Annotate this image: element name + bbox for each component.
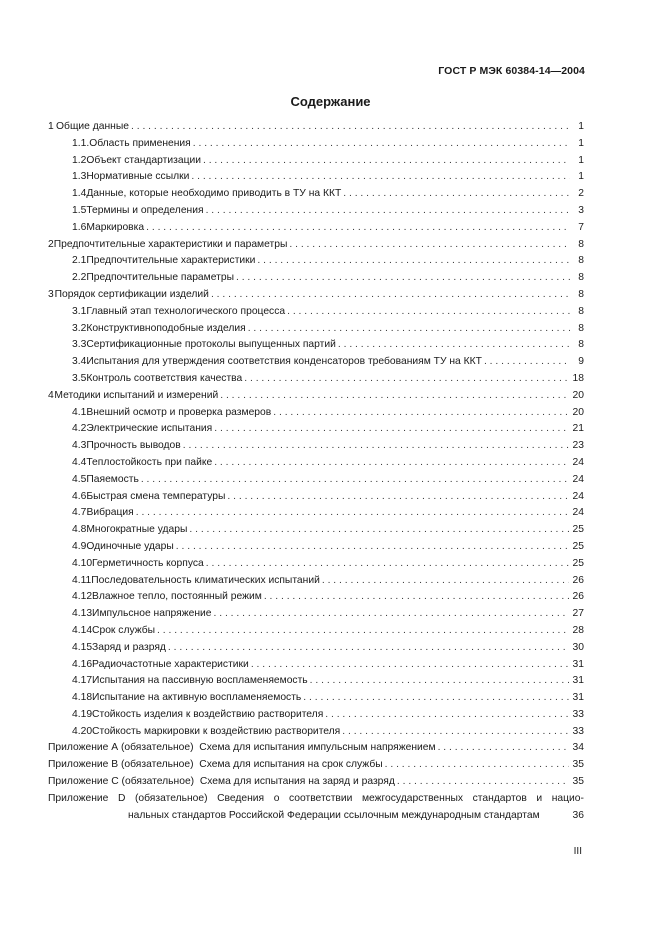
toc-entry-number: 4.12 bbox=[72, 591, 93, 603]
toc-entry-number: 2 bbox=[48, 238, 54, 250]
toc-leader-dots bbox=[385, 759, 569, 770]
toc-leader-dots bbox=[289, 239, 570, 250]
toc-appendix-d-word: нацио- bbox=[551, 792, 584, 804]
toc-leader-dots bbox=[136, 507, 569, 518]
toc-entry-number: 1.2 bbox=[72, 154, 87, 166]
toc-entry[interactable] bbox=[48, 356, 584, 373]
toc-entry[interactable] bbox=[48, 709, 584, 726]
toc-page-number: 1 bbox=[578, 137, 584, 149]
toc-entry-number: 2.2 bbox=[72, 272, 87, 284]
toc-leader-dots bbox=[157, 625, 569, 636]
toc-page-number: 1 bbox=[578, 171, 584, 183]
toc-page-number: 18 bbox=[572, 372, 584, 384]
toc-page-number: 33 bbox=[572, 725, 584, 737]
toc-page-number: 27 bbox=[572, 608, 584, 620]
toc-entry-title: Испытание на активную воспламеняемость bbox=[92, 692, 302, 704]
toc-entry-number: 4.17 bbox=[72, 675, 93, 687]
standard-designation: ГОСТ Р МЭК 60384-14—2004 bbox=[438, 65, 585, 77]
toc-entry-title: Испытания для утверждения соответствия конденсаторов требованиям ТУ на ККТ bbox=[86, 356, 482, 368]
toc-entry-number: 4.14 bbox=[72, 624, 93, 636]
toc-page-number: 3 bbox=[578, 204, 584, 216]
toc-appendix-d-word: Приложение bbox=[48, 792, 109, 804]
toc-entry[interactable] bbox=[48, 339, 584, 356]
toc-page-number: 7 bbox=[578, 221, 584, 233]
toc-entry-number: 3.1 bbox=[72, 305, 87, 317]
toc-entry-title: Герметичность корпуса bbox=[92, 557, 204, 569]
toc-page-number: 35 bbox=[572, 759, 584, 771]
toc-leader-dots bbox=[220, 390, 568, 401]
toc-entry-title: Срок службы bbox=[92, 624, 156, 636]
toc-leader-dots bbox=[236, 272, 570, 283]
toc-page-number: 2 bbox=[578, 188, 584, 200]
toc-page-number: 25 bbox=[572, 540, 584, 552]
toc-leader-dots bbox=[206, 558, 569, 569]
toc-entry-number: 4.2 bbox=[72, 423, 87, 435]
toc-page-number: 8 bbox=[578, 339, 584, 351]
toc-appendix-title: Приложение А (обязательное) Схема для испытания импульсным напряжением bbox=[48, 742, 436, 754]
toc-page-number: 8 bbox=[578, 305, 584, 317]
toc-entry-title: Нормативные ссылки bbox=[86, 171, 190, 183]
toc-entry-number: 1 bbox=[48, 121, 54, 132]
toc-page-number: 34 bbox=[572, 742, 584, 754]
toc-entry-title: Конструктивноподобные изделия bbox=[86, 322, 246, 334]
toc-entry[interactable] bbox=[48, 138, 584, 155]
toc-entry-number: 4.7 bbox=[72, 507, 87, 519]
toc-page-number: 9 bbox=[578, 356, 584, 368]
toc-entry-title: Импульсное напряжение bbox=[92, 608, 212, 620]
toc-entry-number: 4 bbox=[48, 389, 54, 401]
toc-entry-title: Влажное тепло, постоянный режим bbox=[92, 591, 262, 603]
toc-entry[interactable] bbox=[48, 474, 584, 491]
toc-entry-number: 1.1. bbox=[72, 137, 90, 149]
toc-entry-title: Предпочтительные характеристики и параметры bbox=[53, 238, 288, 250]
toc-leader-dots bbox=[193, 138, 570, 149]
toc-entry-title: Общие данные bbox=[56, 121, 129, 132]
toc-entry[interactable] bbox=[48, 692, 584, 709]
toc-page-number: 24 bbox=[572, 507, 584, 519]
toc-leader-dots bbox=[214, 457, 568, 468]
toc-leader-dots bbox=[438, 742, 569, 753]
toc-appendix[interactable] bbox=[48, 776, 584, 793]
toc-entry-title: Электрические испытания bbox=[86, 423, 213, 435]
toc-entry-number: 4.11 bbox=[72, 574, 92, 586]
toc-page-number: 26 bbox=[572, 574, 584, 586]
toc-entry[interactable] bbox=[48, 423, 584, 440]
toc-leader-dots bbox=[303, 692, 568, 703]
toc-entry-title: Маркировка bbox=[86, 221, 145, 233]
toc-entry-title: Предпочтительные параметры bbox=[86, 272, 234, 284]
toc-page-number: 8 bbox=[578, 238, 584, 250]
toc-entry-number: 4.20 bbox=[72, 725, 93, 737]
toc-entry[interactable] bbox=[48, 491, 584, 508]
toc-page-number: 8 bbox=[578, 288, 584, 300]
toc-entry-number: 3.4 bbox=[72, 356, 87, 368]
toc-entry-number: 1.4 bbox=[72, 188, 87, 200]
toc-leader-dots bbox=[176, 541, 569, 552]
toc-leader-dots bbox=[168, 642, 569, 653]
toc-appendix-d-word: соответствии bbox=[289, 792, 353, 804]
toc-leader-dots bbox=[191, 171, 570, 182]
toc-entry[interactable] bbox=[48, 222, 584, 239]
toc-entry-title: Вибрация bbox=[86, 507, 134, 519]
toc-entry-number: 4.3 bbox=[72, 440, 87, 452]
toc-entry[interactable] bbox=[48, 659, 584, 676]
toc-page-number: 25 bbox=[572, 557, 584, 569]
page-folio: III bbox=[573, 846, 582, 857]
toc-entry[interactable] bbox=[48, 524, 584, 541]
toc-entry-title: Данные, которые необходимо приводить в ТУ на ККТ bbox=[86, 188, 342, 200]
toc-entry[interactable] bbox=[48, 642, 584, 659]
toc-leader-dots bbox=[264, 591, 569, 602]
toc-entry-title: Область применения bbox=[89, 137, 191, 149]
toc-entry[interactable] bbox=[48, 591, 584, 608]
toc-leader-dots bbox=[214, 608, 569, 619]
toc-entry-number: 4.19 bbox=[72, 708, 93, 720]
toc-entry[interactable] bbox=[48, 306, 584, 323]
toc-entry-number: 1.5 bbox=[72, 204, 87, 216]
toc-entry-number: 1.3 bbox=[72, 171, 87, 183]
page-title: Содержание bbox=[290, 94, 371, 109]
toc-entry-title: Предпочтительные характеристики bbox=[86, 255, 256, 267]
toc-entry[interactable] bbox=[48, 255, 584, 272]
toc-page-number: 30 bbox=[572, 641, 584, 653]
toc-entry-title: Прочность выводов bbox=[86, 440, 181, 452]
toc-page-number: 33 bbox=[572, 708, 584, 720]
toc-entry[interactable] bbox=[48, 188, 584, 205]
toc-leader-dots bbox=[141, 474, 569, 485]
toc-page-number: 28 bbox=[572, 624, 584, 636]
toc-entry[interactable] bbox=[48, 608, 584, 625]
toc-entry[interactable] bbox=[48, 323, 584, 340]
toc-entry-number: 4.16 bbox=[72, 658, 93, 670]
toc-leader-dots bbox=[273, 407, 568, 418]
toc-entry-title: Сертификационные протоколы выпущенных партий bbox=[86, 339, 336, 351]
toc-entry-title: Радиочастотные характеристики bbox=[92, 658, 249, 670]
toc-leader-dots bbox=[248, 323, 570, 334]
toc-page-number: 20 bbox=[572, 389, 584, 401]
toc-entry-number: 1.6 bbox=[72, 221, 87, 233]
toc-entry[interactable] bbox=[48, 575, 584, 592]
toc-leader-dots bbox=[214, 423, 568, 434]
toc-page-number: 24 bbox=[572, 456, 584, 468]
toc-entry-title: Одиночные удары bbox=[86, 540, 174, 552]
toc-leader-dots bbox=[211, 289, 570, 300]
toc-entry-title: Заряд и разряд bbox=[92, 641, 166, 653]
toc-entry-title: Быстрая смена температуры bbox=[86, 490, 226, 502]
toc-entry[interactable] bbox=[48, 155, 584, 172]
toc-entry[interactable] bbox=[48, 625, 584, 642]
toc-page-number: 21 bbox=[572, 423, 584, 435]
toc-leader-dots bbox=[338, 339, 570, 350]
toc-page-number: 36 bbox=[572, 809, 584, 821]
toc-leader-dots bbox=[322, 575, 569, 586]
toc-entry-title: Теплостойкость при пайке bbox=[86, 456, 213, 468]
toc-page-number: 8 bbox=[578, 272, 584, 284]
toc-entry-title: Последовательность климатических испытаний bbox=[91, 574, 320, 586]
toc-appendix-d-word: межгосударственных bbox=[361, 792, 464, 804]
toc-page-number: 1 bbox=[578, 121, 584, 132]
toc-leader-dots bbox=[397, 776, 569, 787]
toc-entry-title: Порядок сертификации изделий bbox=[54, 288, 209, 300]
toc-page-number: 35 bbox=[572, 776, 584, 788]
toc-leader-dots bbox=[183, 440, 569, 451]
toc-entry[interactable] bbox=[48, 205, 584, 222]
toc-page-number: 31 bbox=[572, 692, 584, 704]
toc-entry-number: 3.3 bbox=[72, 339, 87, 351]
toc-entry[interactable] bbox=[48, 675, 584, 692]
toc-entry-number: 4.6 bbox=[72, 490, 87, 502]
toc-leader-dots bbox=[244, 373, 568, 384]
toc-entry-title: Главный этап технологического процесса bbox=[86, 305, 286, 317]
toc-entry-number: 4.15 bbox=[72, 641, 93, 653]
toc-entry-number: 4.1 bbox=[72, 406, 87, 418]
toc-entry-number: 4.8 bbox=[72, 524, 87, 536]
toc-appendix[interactable] bbox=[48, 742, 584, 759]
toc-entry[interactable] bbox=[48, 407, 584, 424]
toc-leader-dots bbox=[342, 726, 568, 737]
toc-appendix-d-line2: нальных стандартов Российской Федерации ссылочным международным стандартам bbox=[128, 809, 540, 821]
toc-entry-title: Стойкость маркировки к воздействию растворителя bbox=[92, 725, 341, 737]
toc-page-number: 8 bbox=[578, 255, 584, 267]
toc-appendix-title: Приложение В (обязательное) Схема для испытания на срок службы bbox=[48, 759, 383, 771]
toc-leader-dots bbox=[203, 155, 570, 166]
toc-entry-title: Внешний осмотр и проверка размеров bbox=[86, 406, 272, 418]
toc-leader-dots bbox=[227, 491, 568, 502]
toc-appendix-d-word: D bbox=[117, 792, 126, 804]
toc-appendix-d-word: (обязательное) bbox=[134, 792, 208, 804]
toc-leader-dots bbox=[484, 356, 570, 367]
toc-appendix-d-word: и bbox=[536, 792, 543, 804]
toc-entry[interactable] bbox=[48, 171, 584, 188]
toc-appendix-d-word: Сведения bbox=[217, 792, 265, 804]
toc-leader-dots bbox=[343, 188, 570, 199]
toc-leader-dots bbox=[189, 524, 568, 535]
toc-page-number: 31 bbox=[572, 675, 584, 687]
toc-entry[interactable] bbox=[48, 373, 584, 390]
toc-appendix-title: Приложение С (обязательное) Схема для испытания на заряд и разряд bbox=[48, 776, 395, 788]
toc-entry-number: 3.2 bbox=[72, 322, 87, 334]
toc-entry-number: 4.9 bbox=[72, 540, 87, 552]
toc-entry-number: 4.4 bbox=[72, 456, 87, 468]
toc-appendix-d-word: о bbox=[273, 792, 280, 804]
toc-page-number: 8 bbox=[578, 322, 584, 334]
toc-entry-title: Испытания на пассивную воспламеняемость bbox=[92, 675, 308, 687]
toc-entry-number: 4.10 bbox=[72, 557, 93, 569]
toc-appendix-d[interactable] bbox=[48, 793, 584, 828]
toc-entry[interactable] bbox=[48, 390, 584, 407]
toc-leader-dots bbox=[251, 659, 569, 670]
toc-page-number: 24 bbox=[572, 473, 584, 485]
toc-leader-dots bbox=[325, 709, 568, 720]
toc-entry-number: 2.1 bbox=[72, 255, 87, 267]
toc-page-number: 20 bbox=[572, 406, 584, 418]
toc-entry-number: 4.18 bbox=[72, 692, 93, 704]
toc-leader-dots bbox=[206, 205, 570, 216]
toc-page-number: 31 bbox=[572, 658, 584, 670]
toc-entry-number: 4.5 bbox=[72, 473, 87, 485]
toc-entry-title: Контроль соответствия качества bbox=[86, 372, 243, 384]
toc-appendix[interactable] bbox=[48, 759, 584, 776]
toc-page-number: 1 bbox=[578, 154, 584, 166]
toc-leader-dots bbox=[146, 222, 570, 233]
toc-entry-number: 3 bbox=[48, 288, 54, 300]
toc-entry[interactable] bbox=[48, 239, 584, 256]
toc-appendix-d-word: стандартов bbox=[472, 792, 527, 804]
toc-entry-number: 4.13 bbox=[72, 608, 93, 620]
toc-page-number: 23 bbox=[572, 440, 584, 452]
toc-entry[interactable] bbox=[48, 121, 584, 138]
toc-entry[interactable] bbox=[48, 558, 584, 575]
toc-entry-title: Многократные удары bbox=[86, 524, 188, 536]
toc-entry[interactable] bbox=[48, 507, 584, 524]
toc-entry-title: Стойкость изделия к воздействию растворителя bbox=[92, 708, 324, 720]
toc-entry[interactable] bbox=[48, 440, 584, 457]
toc-page-number: 24 bbox=[572, 490, 584, 502]
toc-entry-title: Термины и определения bbox=[86, 204, 204, 216]
toc-entry[interactable] bbox=[48, 272, 584, 289]
toc-leader-dots bbox=[131, 121, 570, 132]
toc-entry-title: Объект стандартизации bbox=[86, 154, 201, 166]
toc-page-number: 25 bbox=[572, 524, 584, 536]
toc-entry-number: 3.5 bbox=[72, 372, 87, 384]
toc-entry[interactable] bbox=[48, 541, 584, 558]
toc-entry-title: Методики испытаний и измерений bbox=[54, 389, 219, 401]
toc-entry[interactable] bbox=[48, 457, 584, 474]
toc-entry-title: Паяемость bbox=[86, 473, 139, 485]
toc-entry[interactable] bbox=[48, 726, 584, 743]
table-of-contents bbox=[48, 121, 584, 828]
toc-leader-dots bbox=[257, 255, 570, 266]
toc-entry[interactable] bbox=[48, 289, 584, 306]
toc-leader-dots bbox=[287, 306, 570, 317]
toc-leader-dots bbox=[310, 675, 569, 686]
toc-page-number: 26 bbox=[572, 591, 584, 603]
